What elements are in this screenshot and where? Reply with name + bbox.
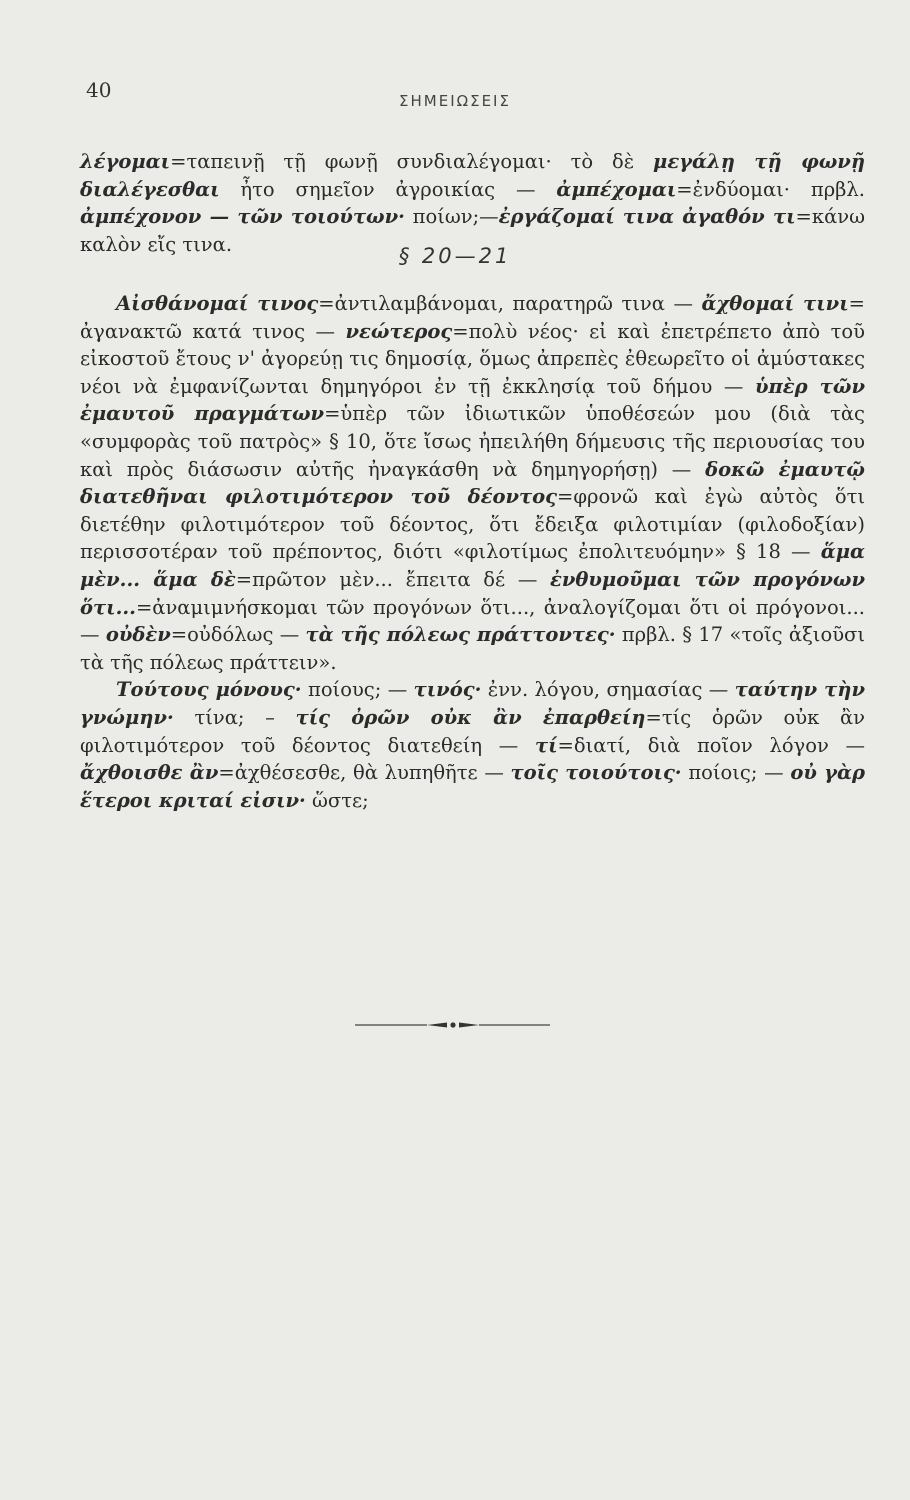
lemma: τίς ὀρῶν οὐκ ἂν ἐπαρθείη xyxy=(295,705,646,729)
gloss: =κάνω καλὸν εἴς τινα. xyxy=(80,205,865,256)
lemma: δοκῶ ἐμαυτῷ διατεθῆναι φιλοτιμότερον τοῦ δέοντος xyxy=(80,457,865,509)
end-ornament xyxy=(355,1018,550,1032)
lemma: μεγάλῃ τῇ φωνῇ διαλέγεσθαι xyxy=(80,150,866,201)
page-number: 40 xyxy=(86,78,112,102)
lemma: τί xyxy=(534,733,558,757)
gloss: ἐνν. λόγου, σημασίας — xyxy=(481,678,735,702)
gloss: =διατί, διὰ ποῖον λόγον — xyxy=(557,733,865,757)
gloss: =ἐνδύομαι· πρβλ. xyxy=(676,177,865,201)
lemma: ὑπὲρ τῶν ἐμαυτοῦ πραγμάτων xyxy=(80,374,866,426)
ornament-taper-left xyxy=(427,1023,447,1028)
gloss: ποίους; — xyxy=(301,678,414,702)
gloss: =ἀναμιμνήσκομαι τῶν προγόνων ὅτι..., ἀναλογίζομαι ὅτι οἱ πρόγονοι... — xyxy=(80,595,865,647)
intro-text xyxy=(80,148,865,258)
gloss: =οὐδόλως — xyxy=(170,623,306,647)
gloss: =πρῶτον μὲν... ἔπειτα δέ — xyxy=(235,567,551,591)
lemma: οὐδὲν xyxy=(105,623,171,647)
section-heading: § 20—21 xyxy=(398,244,512,268)
gloss: =τίς ὁρῶν οὐκ ἂν φιλοτιμότερον τοῦ δέοντος διατεθείη — xyxy=(80,705,866,757)
ornament-taper-right xyxy=(459,1023,479,1028)
gloss: τίνα; – xyxy=(173,705,296,729)
lemma: ἀμπέχονον — τῶν τοιούτων· xyxy=(80,205,405,229)
lemma: λέγομαι xyxy=(80,150,171,173)
gloss: πρβλ. § 17 «τοῖς ἀξιοῦσι τὰ τῆς πόλεως πράττειν». xyxy=(80,623,866,674)
gloss: =ἀχθέσεσθε, θὰ λυπηθῆτε — xyxy=(218,761,511,785)
gloss: = ἀγανακτῶ κατά τινος — xyxy=(80,292,865,343)
lemma: τὰ τῆς πόλεως πράττοντες· xyxy=(305,623,616,647)
lemma: ἄχθοισθε ἂν xyxy=(80,761,219,785)
lemma: Τούτους μόνους· xyxy=(116,678,302,702)
gloss: =ταπεινῇ τῇ φωνῇ συνδιαλέγομαι· τὸ δὲ xyxy=(170,150,654,173)
lemma: νεώτερος xyxy=(345,319,453,343)
commentary-body xyxy=(80,290,865,814)
lemma: τοῖς τοιούτοις· xyxy=(510,761,682,785)
running-head: ΣΗΜΕΙΩΣΕΙΣ xyxy=(399,92,511,110)
gloss: ποίων;— xyxy=(404,205,499,229)
gloss: =ἀντιλαμβάνομαι, παρατηρῶ τινα — xyxy=(318,292,702,315)
gloss: ποίοις; — xyxy=(681,761,791,785)
intro-paragraph xyxy=(80,148,865,258)
lemma: ἐργάζομαί τινα ἀγαθόν τι xyxy=(498,205,796,229)
lemma: ἐνθυμοῦμαι τῶν προγόνων ὅτι... xyxy=(80,567,865,619)
ornament-dot xyxy=(450,1022,455,1027)
paragraph-2 xyxy=(80,676,865,814)
gloss: =πολὺ νέος· εἰ καὶ ἐπετρέπετο ἀπὸ τοῦ εἰκοστοῦ ἔτους ν' ἀγορεύῃ τις δημοσίᾳ, ὅμως ἀπρεπὲς ἐθεωρεῖτο οἱ ἀμύστακες νέοι νὰ ἐμφανίζωνται δημηγόροι ἐν τῇ ἐκκλησίᾳ τοῦ δήμου — xyxy=(80,319,865,398)
paragraph-1 xyxy=(80,290,865,676)
gloss: ὥστε; xyxy=(305,788,369,812)
lemma: Αἰσθάνομαί τινος xyxy=(116,292,319,315)
lemma: τινός· xyxy=(413,678,482,702)
lemma: ταύτην τὴν γνώμην· xyxy=(80,678,866,729)
gloss: =ὑπὲρ τῶν ἰδιωτικῶν ὑποθέσεών μου (διὰ τὰς «συμφορὰς τοῦ πατρὸς» § 10, ὅτε ἴσως ἠπειλήθη δήμευσις τῆς περιουσίας του καὶ πρὸς διάσωσιν αὐτῆς ἠναγκάσθη νὰ δημηγορήσῃ) — xyxy=(80,402,865,481)
gloss: ἦτο σημεῖον ἀγροικίας — xyxy=(219,177,557,201)
lemma: οὐ γὰρ ἕτεροι κριταί εἰσιν· xyxy=(80,761,865,812)
gloss: =φρονῶ καὶ ἐγὼ αὐτὸς ὅτι διετέθην φιλοτιμότερον τοῦ δέοντος, ὅτι ἔδειξα φιλοτιμίαν (φιλοδοξίαν) περισσοτέραν τοῦ πρέποντος, διότι «φιλοτίμως ἐπολιτευόμην» § 18 — xyxy=(80,485,865,564)
lemma: ἅμα μὲν... ἅμα δὲ xyxy=(80,540,865,591)
lemma: ἀμπέχομαι xyxy=(556,177,677,201)
lemma: ἄχθομαί τινι xyxy=(701,292,849,315)
